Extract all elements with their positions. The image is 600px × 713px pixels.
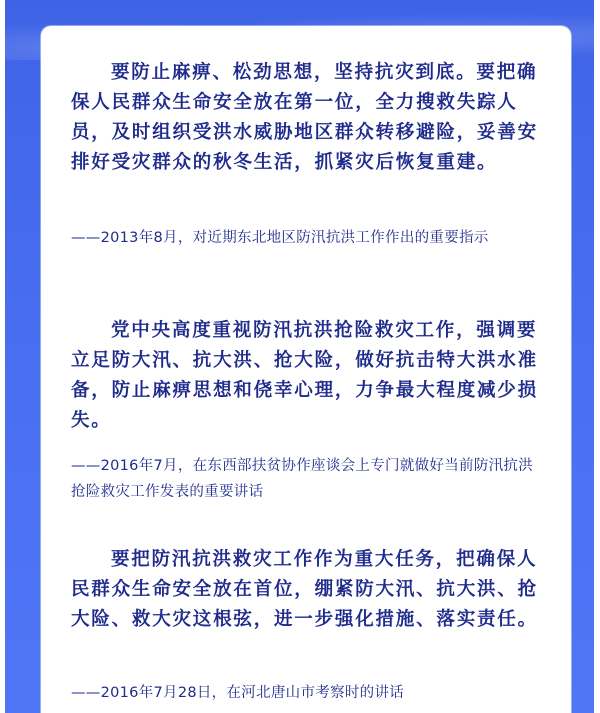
quote-source: ——2016年7月，在东西部扶贫协作座谈会上专门就做好当前防汛抗洪抢险救灾工作发表的重要讲话 [71,458,534,500]
quote-source: ——2016年7月28日，在河北唐山市考察时的讲话 [71,685,405,701]
quote-text: 要把防汛抗洪救灾工作作为重大任务，把确保人民群众生命安全放在首位，绷紧防大汛、抗大洪、抢大险、救大灾这根弦，进一步强化措施、落实责任。 [71,549,538,630]
page-background [5,0,594,713]
content-card [41,26,571,713]
quote-text: 党中央高度重视防汛抗洪抢险救灾工作，强调要立足防大汛、抗大洪、抢大险，做好抗击特大洪水准备，防止麻痹思想和侥幸心理，力争最大程度减少损失。 [71,320,538,431]
quote-source: ——2013年8月，对近期东北地区防汛抗洪工作作出的重要指示 [71,230,489,246]
quote-text: 要防止麻痹、松劲思想，坚持抗灾到底。要把确保人民群众生命安全放在第一位，全力搜救失踪人员，及时组织受洪水威胁地区群众转移避险，妥善安排好受灾群众的秋冬生活，抓紧灾后恢复重建。 [71,62,538,173]
